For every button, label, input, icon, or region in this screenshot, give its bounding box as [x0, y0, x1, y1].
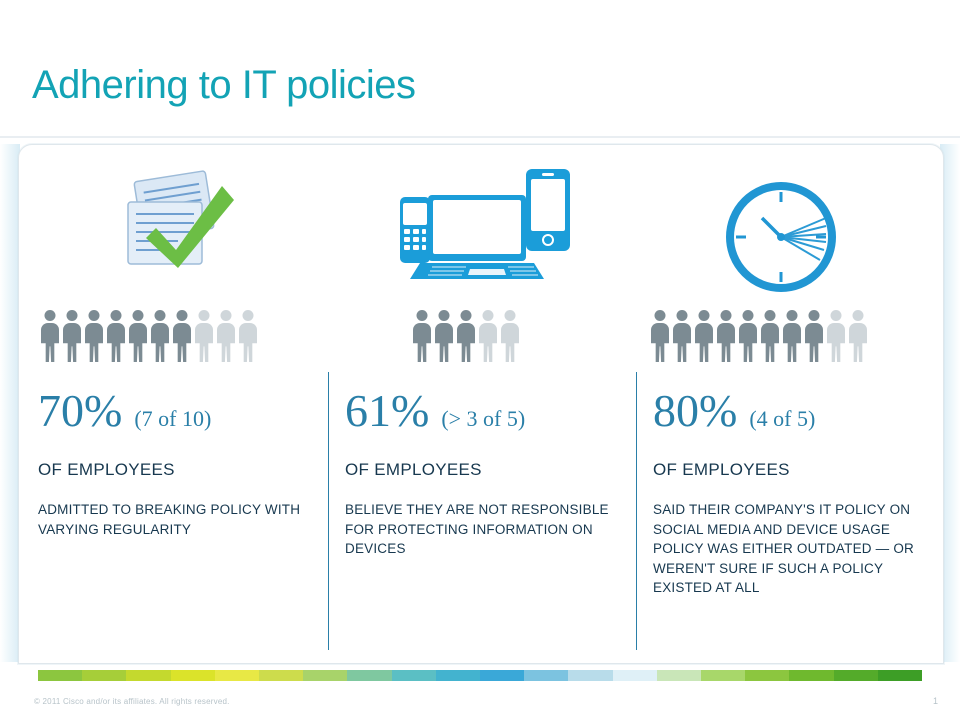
- person-icon: [716, 310, 736, 362]
- footer-color-segment: [215, 670, 259, 681]
- person-icon: [238, 310, 258, 362]
- devices-laptop-phone-icon: [392, 165, 582, 300]
- person-icon: [84, 310, 104, 362]
- page-number: 1: [932, 696, 938, 706]
- footer-color-segment: [38, 670, 82, 681]
- person-icon: [128, 310, 148, 362]
- stat-description: ADMITTED TO BREAKING POLICY WITH VARYING REGULARITY: [38, 502, 301, 537]
- person-icon: [782, 310, 802, 362]
- footer-color-segment: [126, 670, 170, 681]
- footer-color-segment: [524, 670, 568, 681]
- person-icon: [848, 310, 868, 362]
- person-icon: [412, 310, 432, 362]
- footer-color-segment: [392, 670, 436, 681]
- stat-ratio: (7 of 10): [134, 406, 212, 431]
- column-divider-1: [328, 372, 329, 650]
- person-icon: [194, 310, 214, 362]
- person-icon: [478, 310, 498, 362]
- person-icon: [40, 310, 60, 362]
- stat-ratio: (4 of 5): [749, 406, 816, 431]
- person-icon: [650, 310, 670, 362]
- person-icon: [694, 310, 714, 362]
- stat-percent: 70%: [38, 385, 123, 436]
- stat-subject: OF EMPLOYEES: [38, 460, 175, 479]
- person-icon: [826, 310, 846, 362]
- footer-color-segment: [82, 670, 126, 681]
- footer-color-bar: [38, 670, 922, 681]
- person-icon: [150, 310, 170, 362]
- stat-ratio: (> 3 of 5): [441, 406, 526, 431]
- stat-description: SAID THEIR COMPANY'S IT POLICY ON SOCIAL MEDIA AND DEVICE USAGE POLICY WAS EITHER OUTDATED — OR WEREN'T SURE IF SUCH A POLICY EXISTED AT ALL: [653, 502, 914, 596]
- stat-block-1: [38, 385, 318, 539]
- footer-color-segment: [745, 670, 789, 681]
- title-divider: [0, 136, 960, 138]
- person-icon: [456, 310, 476, 362]
- footer-color-segment: [347, 670, 391, 681]
- copyright-text: © 2011 Cisco and/or its affiliates. All rights reserved.: [34, 697, 230, 706]
- page-title: Adhering to IT policies: [32, 62, 416, 107]
- panel-gradient-left: [0, 144, 20, 662]
- footer-color-segment: [436, 670, 480, 681]
- column-divider-2: [636, 372, 637, 650]
- stat-percent: 80%: [653, 385, 738, 436]
- person-icon: [738, 310, 758, 362]
- person-icon: [672, 310, 692, 362]
- clock-icon: [722, 178, 840, 296]
- footer-color-segment: [171, 670, 215, 681]
- person-icon: [62, 310, 82, 362]
- footer-color-segment: [657, 670, 701, 681]
- footer-color-segment: [834, 670, 878, 681]
- person-icon: [804, 310, 824, 362]
- stat-block-2: [345, 385, 630, 559]
- document-check-icon: [118, 168, 258, 298]
- stat-description: BELIEVE THEY ARE NOT RESPONSIBLE FOR PROTECTING INFORMATION ON DEVICES: [345, 502, 609, 557]
- footer-color-segment: [878, 670, 922, 681]
- person-icon: [106, 310, 126, 362]
- people-row-3: [650, 310, 868, 362]
- stat-percent: 61%: [345, 385, 430, 436]
- footer-color-segment: [613, 670, 657, 681]
- footer-color-segment: [259, 670, 303, 681]
- person-icon: [760, 310, 780, 362]
- person-icon: [434, 310, 454, 362]
- footer-color-segment: [303, 670, 347, 681]
- person-icon: [500, 310, 520, 362]
- footer-color-segment: [789, 670, 833, 681]
- stat-subject: OF EMPLOYEES: [345, 460, 482, 479]
- footer-color-segment: [480, 670, 524, 681]
- people-row-2: [412, 310, 520, 362]
- footer-color-segment: [701, 670, 745, 681]
- person-icon: [172, 310, 192, 362]
- person-icon: [216, 310, 236, 362]
- stat-block-3: [653, 385, 933, 598]
- people-row-1: [40, 310, 258, 362]
- footer-color-segment: [568, 670, 612, 681]
- stat-subject: OF EMPLOYEES: [653, 460, 790, 479]
